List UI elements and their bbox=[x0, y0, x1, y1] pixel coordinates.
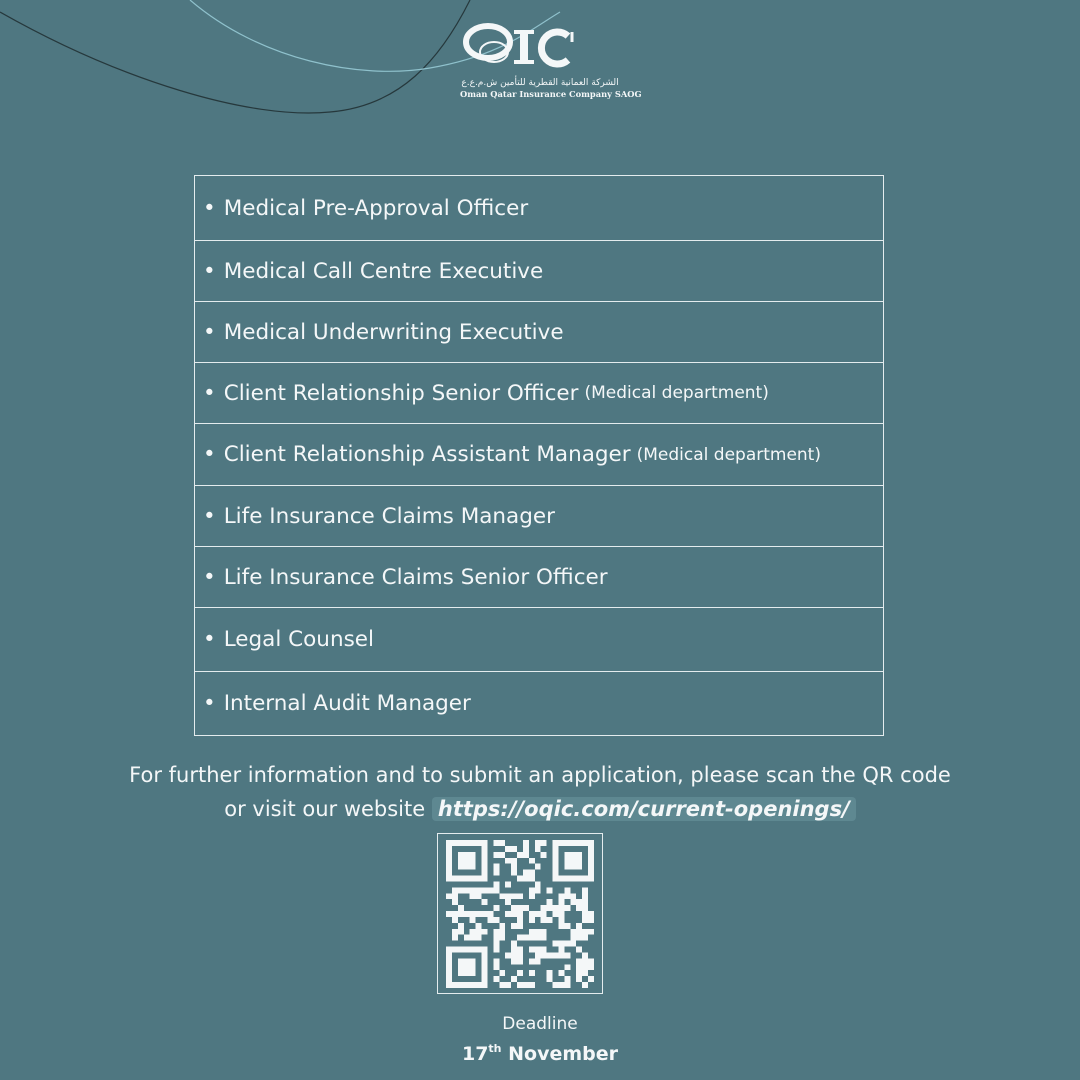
job-title: Medical Pre-Approval Officer bbox=[223, 195, 529, 221]
company-logo bbox=[460, 18, 642, 108]
bullet: • bbox=[203, 380, 216, 406]
job-department-note: (Medical department) bbox=[584, 383, 769, 403]
bullet: • bbox=[203, 564, 216, 590]
deadline-day-suffix: th bbox=[488, 1042, 502, 1055]
job-item bbox=[195, 547, 883, 608]
job-item bbox=[195, 672, 883, 735]
job-item bbox=[195, 241, 883, 302]
bullet: • bbox=[203, 503, 216, 529]
info-line-2-prefix: or visit our website bbox=[224, 797, 426, 821]
deadline-month: November bbox=[508, 1043, 619, 1065]
job-title: Client Relationship Senior Officer bbox=[223, 380, 579, 406]
info-line-1: For further information and to submit an application, please scan the QR code bbox=[129, 763, 951, 787]
job-item bbox=[195, 176, 883, 241]
deadline-date bbox=[0, 1036, 1080, 1067]
bullet: • bbox=[203, 258, 216, 284]
logo-arabic-name: الشركة العمانية القطرية للتأمين ش.م.ع.ع bbox=[461, 78, 619, 88]
bullet: • bbox=[203, 195, 216, 221]
job-title: Life Insurance Claims Senior Officer bbox=[223, 564, 608, 590]
job-title: Internal Audit Manager bbox=[223, 691, 471, 716]
job-title: Medical Underwriting Executive bbox=[223, 319, 564, 345]
job-title: Legal Counsel bbox=[223, 627, 374, 652]
job-item bbox=[195, 302, 883, 363]
application-info bbox=[0, 758, 1080, 826]
job-title: Life Insurance Claims Manager bbox=[223, 503, 555, 529]
deadline-label: Deadline bbox=[502, 1014, 578, 1034]
job-item bbox=[195, 363, 883, 424]
job-title: Medical Call Centre Executive bbox=[223, 258, 544, 284]
job-item bbox=[195, 608, 883, 672]
oqic-logo-mark bbox=[460, 18, 620, 80]
job-item bbox=[195, 486, 883, 547]
info-line-2 bbox=[0, 792, 1080, 826]
job-openings-list bbox=[194, 175, 884, 736]
job-title: Client Relationship Assistant Manager bbox=[223, 442, 631, 467]
qr-code[interactable] bbox=[437, 833, 603, 994]
bullet: • bbox=[203, 319, 216, 345]
bullet: • bbox=[203, 691, 216, 716]
careers-website-link[interactable]: https://oqic.com/current-openings/ bbox=[432, 797, 856, 821]
deadline bbox=[0, 1012, 1080, 1067]
logo-english-name: Oman Qatar Insurance Company SAOG bbox=[460, 89, 642, 99]
job-department-note: (Medical department) bbox=[636, 444, 821, 465]
job-item bbox=[195, 424, 883, 486]
bullet: • bbox=[203, 442, 216, 467]
qr-code-icon bbox=[446, 840, 594, 988]
deadline-day: 17 bbox=[461, 1043, 489, 1065]
bullet: • bbox=[203, 627, 216, 652]
